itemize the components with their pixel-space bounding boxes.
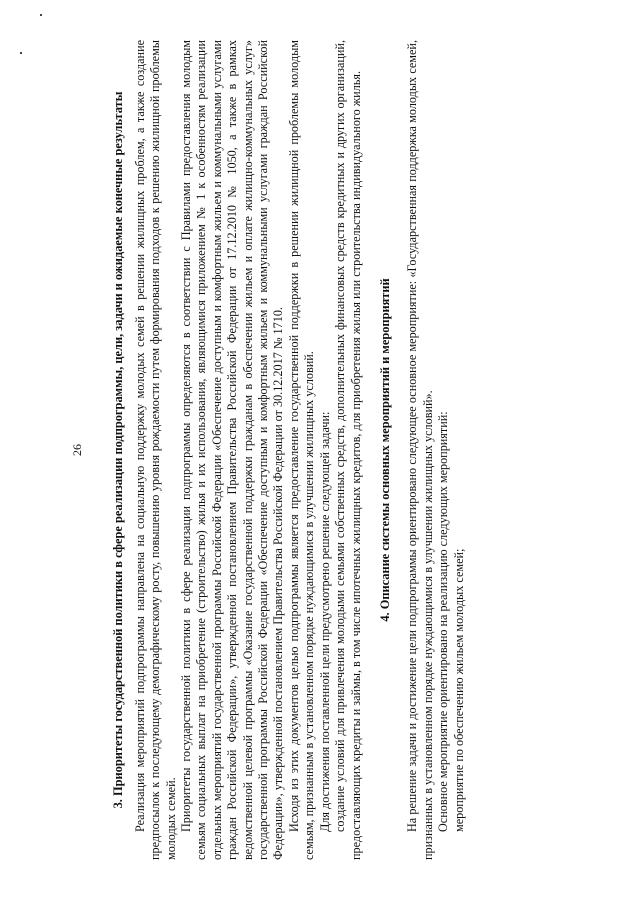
scan-speck bbox=[40, 14, 42, 16]
paragraph: Приоритеты государственной политики в сфере реализации подпрограммы определяются в соответствии с Правилами предоставления молодым семьям социальных выплат на приобретение (строительство) жилья и их использования, являющимися приложением № 1 к особенностям реализации отдельных мероприятий государственной программы Российской Федерации «Обеспечение доступным и комфортным жильем и коммунальными услугами граждан Российской Федерации», утвержденной постановлением Правительства Российской Федерации от 17.12.2010 № 1050, а также в рамках ведомственной целевой программы «Оказание государственной поддержки гражданам в обеспечении жильем и оплате жилищно-коммунальных услуг» государственной программы Российской Федерации «Обеспечение доступным и комфортным жильем и коммунальными услугами граждан Российской Федерации», утвержденной постановлением Правительства Российской Федерации от 30.12.2017 № 1710. bbox=[179, 40, 286, 860]
paragraph: На решение задачи и достижение цели подпрограммы ориентировано следующее основное мероприятие: «Государственная поддержка молодых семей, признанных в установленном порядке нуждающимися в улучшении жилищных условий». bbox=[405, 40, 435, 860]
paragraph: Реализация мероприятий подпрограммы направлена на социальную поддержку молодых семей в решении жилищных проблем, а также создание предпосылок к последующему демографическому росту, повышению уровня рождаемости путем формирования подходов к решению жилищной проблемы молодых семей. bbox=[132, 40, 178, 860]
paragraph: Исходя из этих документов целью подпрограммы является предоставление государственной поддержки в решении жилищной проблемы молодым семьям, признанным в установленном порядке нуждающимися в улучшении жилищных условий. bbox=[286, 40, 317, 860]
paragraph: мероприятие по обеспечению жильем молодых семей; bbox=[451, 548, 466, 832]
section-4-title: 4. Описание системы основных мероприятий и мероприятий bbox=[377, 278, 392, 622]
rotated-text-block bbox=[70, 40, 570, 860]
paragraph: Для достижения поставленной цели предусмотрено решение следующей задачи: bbox=[317, 411, 332, 832]
section-3-title: 3. Приоритеты государственной политики в сфере реализации подпрограммы, цели, задачи и ожидаемые конечные результаты bbox=[111, 91, 126, 809]
scan-speck bbox=[20, 52, 22, 54]
paragraph: Основное мероприятие ориентировано на реализацию следующих мероприятий: bbox=[436, 411, 451, 832]
paragraph: создание условий для привлечения молодыми семьями собственных средств, дополнительных финансовых средств кредитных и других организаций, предоставляющих кредиты и займы, в том числе ипотечных жилищных кредитов, для приобретения жилья или строительства индивидуального жилья. bbox=[333, 40, 363, 860]
page-number: 26 bbox=[70, 444, 84, 456]
